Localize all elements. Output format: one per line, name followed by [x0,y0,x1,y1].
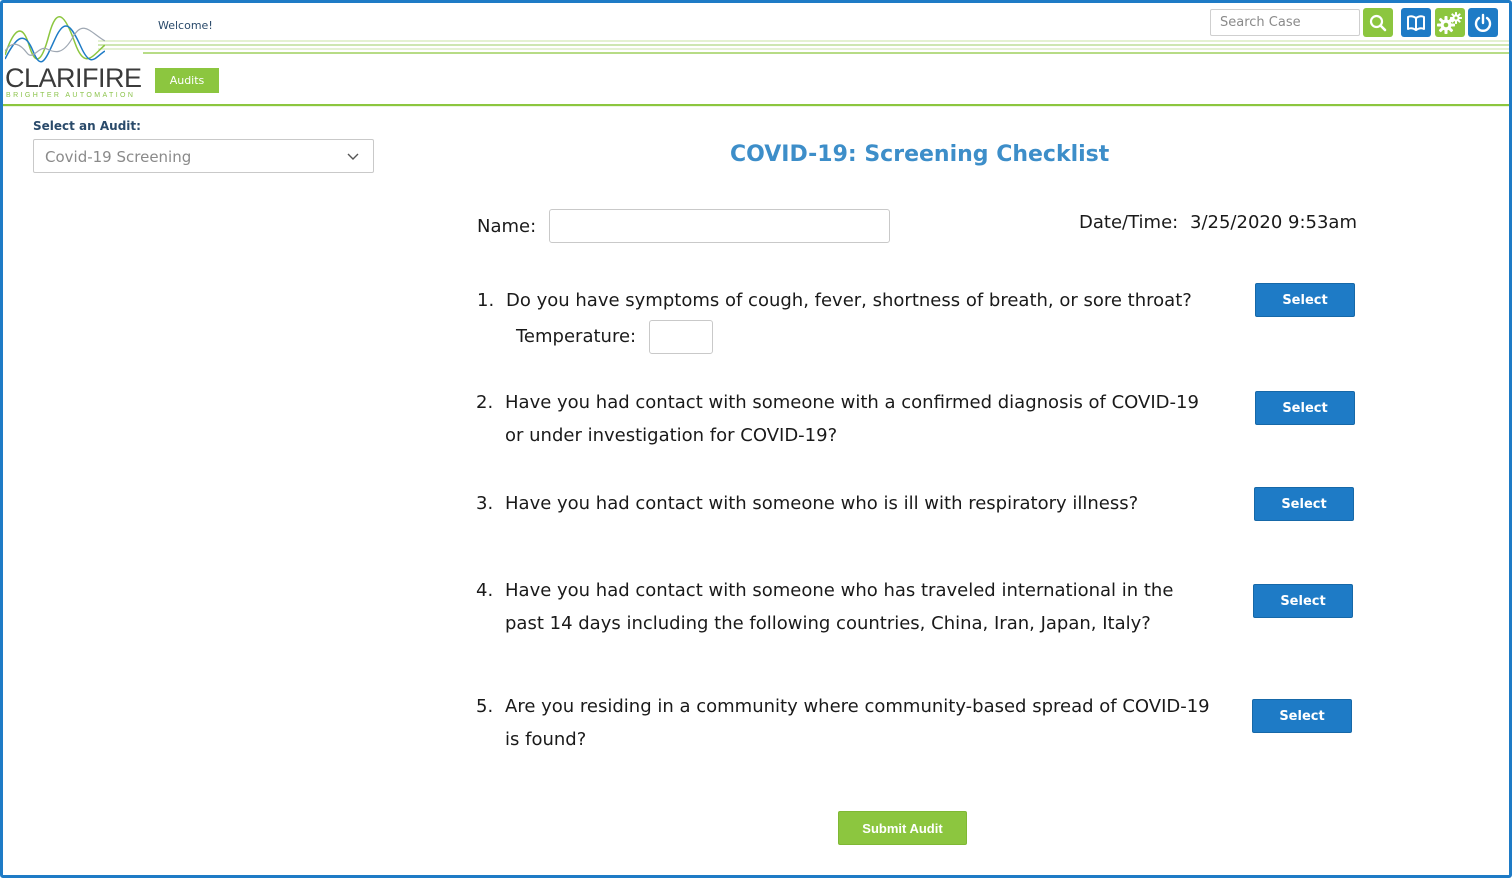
audit-select-value: Covid-19 Screening [45,148,192,166]
question-3-text: Have you had contact with someone who is ill with respiratory illness? [505,493,1139,514]
question-1-select-button[interactable]: Select [1255,283,1355,317]
temperature-label: Temperature: [516,326,637,347]
search-icon [1369,14,1387,32]
logo-waves-icon [5,15,105,67]
logout-button[interactable] [1468,8,1498,37]
power-icon [1473,13,1493,33]
question-2-text: Have you had contact with someone with a confirmed diagnosis of COVID-19 or under investigation for COVID-19? [505,392,1199,446]
question-2-select-button[interactable]: Select [1255,391,1355,425]
question-3-select-button[interactable]: Select [1254,487,1354,521]
submit-audit-button[interactable]: Submit Audit [838,811,967,845]
datetime-value: 3/25/2020 9:53am [1190,212,1358,233]
header [3,3,1509,107]
question-5-text: Are you residing in a community where community-based spread of COVID-19 is found? [505,696,1210,750]
page-title: COVID-19: Screening Checklist [730,142,1110,167]
question-4-select-button[interactable]: Select [1253,584,1353,618]
search-case-input[interactable] [1210,9,1360,36]
datetime-label: Date/Time: [1079,212,1179,233]
question-1-text: Do you have symptoms of cough, fever, shortness of breath, or sore throat? [506,290,1192,311]
question-1-number: 1. [477,290,495,311]
temperature-input[interactable] [649,320,713,354]
book-icon [1406,14,1426,32]
audit-select[interactable] [33,139,374,173]
name-input[interactable] [549,209,890,243]
help-button[interactable] [1401,8,1431,37]
logo-wordmark: CLARIFIRE [5,63,142,93]
select-audit-label: Select an Audit: [33,119,141,133]
gear-icon [1437,11,1463,35]
search-button[interactable] [1363,8,1393,37]
welcome-text: Welcome! [158,19,213,32]
question-3-number: 3. [476,493,494,514]
audits-nav-button[interactable]: Audits [155,68,219,93]
question-4-text: Have you had contact with someone who has traveled international in the past 14 days including the following countries, China, Iran, Japan, Italy? [505,580,1174,634]
chevron-down-icon [346,150,360,162]
question-2-number: 2. [476,392,494,413]
question-4-number: 4. [476,580,494,601]
question-5-select-button[interactable]: Select [1252,699,1352,733]
question-5-number: 5. [476,696,494,717]
settings-button[interactable] [1435,8,1465,37]
name-label: Name: [477,216,537,237]
logo-tagline: BRIGHTER AUTOMATION [6,92,136,99]
